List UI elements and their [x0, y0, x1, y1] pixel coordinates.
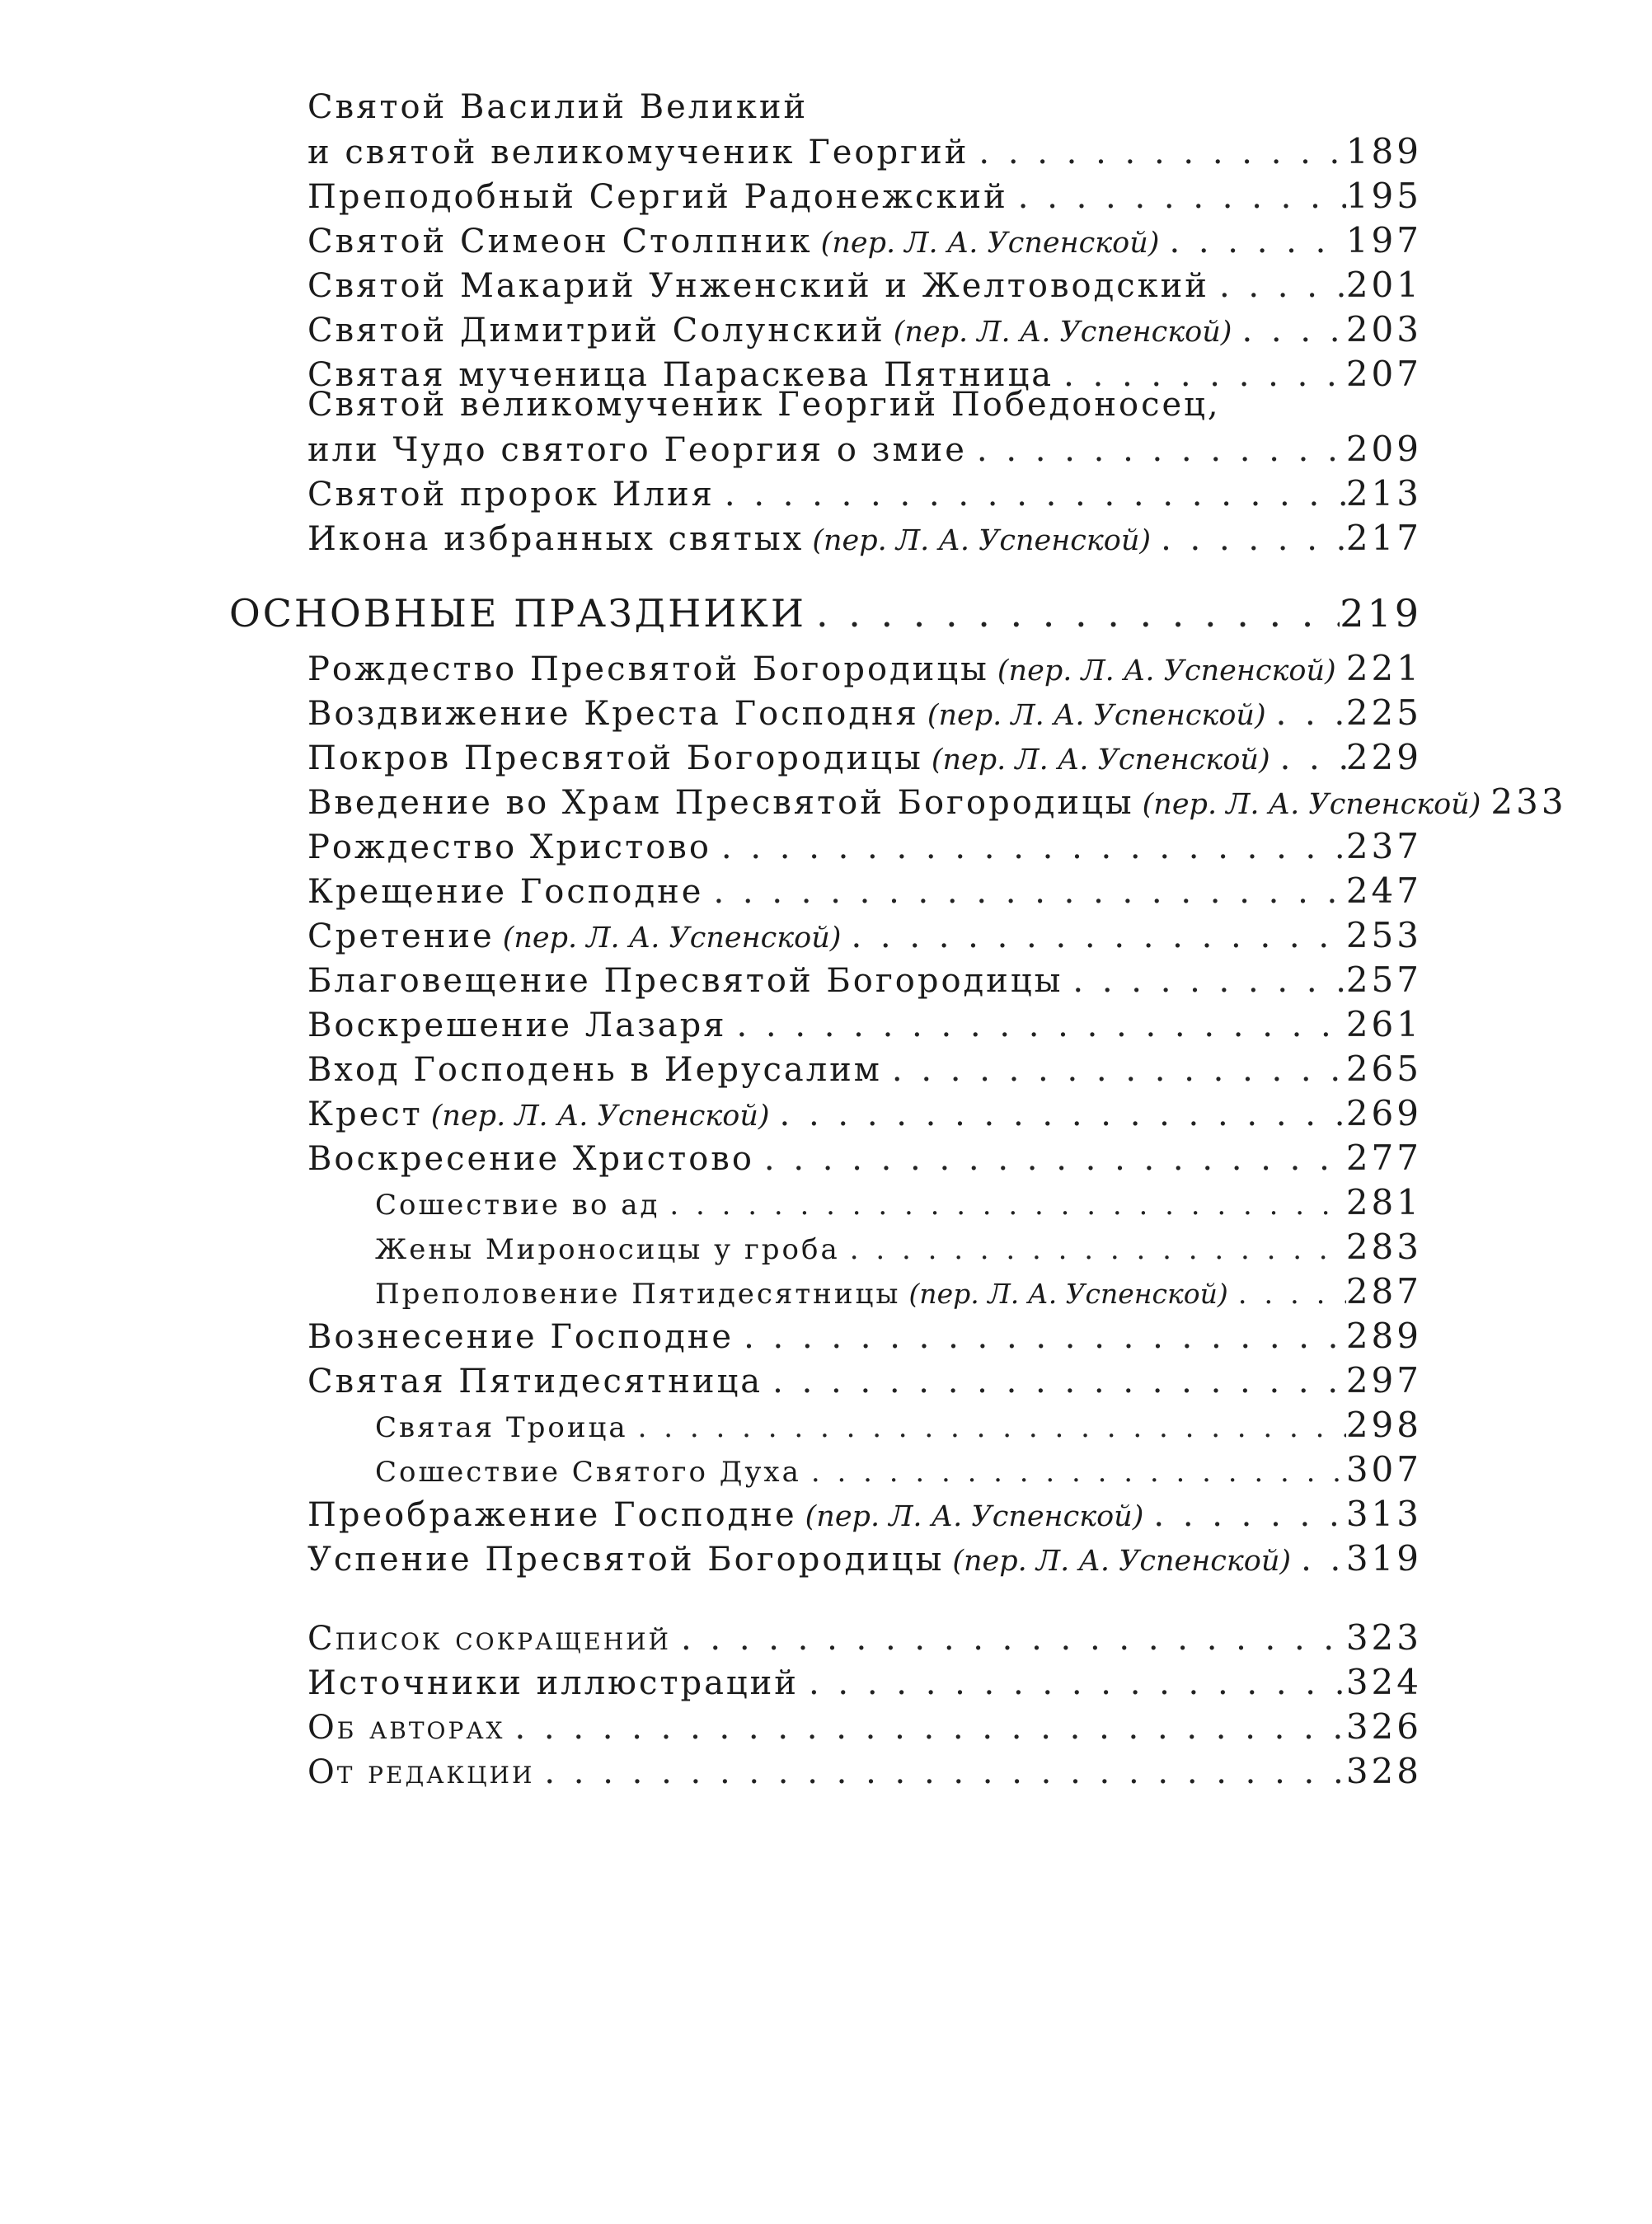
toc-entry: [307, 958, 1422, 1002]
toc-entry-title-text: и святой великомученик Георгий: [307, 134, 969, 171]
toc-entry-title: [307, 1493, 1143, 1539]
toc-entry: [307, 307, 1422, 352]
toc-entry: [375, 1269, 1422, 1314]
toc-entry: [307, 174, 1422, 218]
dot-leader: [1143, 1493, 1345, 1537]
toc-entry-title-text: ОСНОВНЫЕ ПРАЗДНИКИ: [229, 591, 807, 636]
page-number: 219: [1340, 591, 1422, 636]
toc-entry-title-text: Жены Мироносицы у гроба: [375, 1233, 840, 1266]
toc-entry-title: [229, 591, 806, 636]
toc-entry-title-text: Крест: [307, 1096, 423, 1133]
translator-note: (пер. Л. А. Успенской): [820, 227, 1160, 260]
dot-leader: [628, 1405, 1346, 1450]
toc-entry-title-text: Воскресение Христово: [307, 1140, 754, 1178]
dot-leader: [1336, 647, 1346, 692]
toc-entry-title-text: Воздвижение Креста Господня: [307, 695, 919, 733]
toc-entry-title: [307, 219, 1159, 265]
toc-entry-title: [307, 428, 967, 472]
dot-leader: [734, 1315, 1346, 1359]
toc-entry-title: [375, 1450, 801, 1494]
page-number: 217: [1345, 518, 1422, 558]
dot-leader: [1291, 1537, 1346, 1582]
page-number: 195: [1345, 176, 1422, 216]
toc-entry: [307, 913, 1422, 958]
translator-note: (пер. Л. А. Успенской): [812, 524, 1152, 557]
toc-entry-title-text: Воскрешение Лазаря: [307, 1006, 727, 1044]
toc-entry-title-text: Сретение: [307, 917, 495, 955]
dot-leader: [703, 870, 1345, 914]
dot-leader: [1232, 308, 1345, 353]
page-number: 237: [1345, 826, 1422, 866]
page-number: 247: [1345, 870, 1422, 911]
dot-leader: [882, 1048, 1346, 1092]
toc-entry-title-text: Святой пророк Илия: [307, 476, 715, 514]
dot-leader: [1266, 692, 1346, 736]
dot-leader: [1151, 517, 1346, 561]
toc-entry-title: [307, 959, 1063, 1003]
dot-leader: [1008, 175, 1346, 219]
toc-entry: [307, 1492, 1422, 1537]
toc-entry-title-text: Список сокращений: [307, 1620, 671, 1658]
dot-leader: [1228, 1272, 1346, 1316]
translator-note: (пер. Л. А. Успенской): [931, 744, 1270, 777]
dot-leader: [505, 1706, 1345, 1750]
toc-entry-title-text: Сошествие во ад: [375, 1189, 660, 1222]
dot-leader: [841, 914, 1345, 959]
toc-entry-title-text: Преподобный Сергий Радонежский: [307, 178, 1008, 216]
toc-entry: [307, 1749, 1422, 1794]
toc-entry: [307, 824, 1422, 869]
toc-entry-title: [307, 1092, 770, 1138]
dot-leader: [715, 472, 1346, 517]
toc-entry-title-text: Успение Пресвятой Богородицы: [307, 1541, 945, 1579]
toc-entry-title-text: Благовещение Пресвятой Богородицы: [307, 962, 1063, 1000]
dot-leader: [840, 1227, 1346, 1272]
dot-leader: [1063, 959, 1345, 1003]
toc-entry-title: [307, 1616, 671, 1661]
toc-entry-title-text: От редакции: [307, 1753, 535, 1791]
translator-note: (пер. Л. А. Успенской): [502, 922, 842, 955]
toc-entry-title: [307, 1137, 754, 1181]
toc-entry-title-line: Святой великомученик Георгий Победоносец,: [307, 386, 1221, 424]
toc-entry-title: [307, 736, 1270, 782]
page-number: 261: [1345, 1004, 1422, 1044]
translator-note: (пер. Л. А. Успенской): [1142, 788, 1481, 821]
dot-leader: [754, 1137, 1346, 1181]
page-number: 283: [1345, 1227, 1422, 1267]
page-number: 319: [1345, 1538, 1422, 1579]
toc-entry: [307, 1616, 1422, 1660]
toc-entry-title: [307, 472, 715, 517]
translator-note: (пер. Л. А. Успенской): [997, 655, 1336, 687]
toc-entry-title-text: Святой Димитрий Солунский: [307, 312, 885, 350]
toc-entry-title: [307, 870, 703, 914]
toc-entry: [307, 1660, 1422, 1705]
page-number: 269: [1345, 1093, 1422, 1133]
toc-entry-title-text: Крещение Господне: [307, 873, 704, 911]
toc-entry-title-text: Икона избранных святых: [307, 520, 805, 558]
page-number: 253: [1345, 915, 1422, 955]
toc-entry-title: [307, 914, 841, 960]
dot-leader: [726, 1003, 1345, 1048]
page-number: 233: [1490, 781, 1567, 822]
toc-entry-title-text: Святая мученица Параскева Пятница: [307, 356, 1054, 394]
dot-leader: [1159, 219, 1345, 264]
toc-entry-title: [307, 517, 1151, 563]
dot-leader: [1209, 264, 1346, 308]
page-number: 307: [1345, 1449, 1422, 1490]
dot-leader: [671, 1616, 1346, 1661]
toc-entry-title-text: Святая Троица: [375, 1411, 628, 1444]
toc-entry-title-text: Преполовение Пятидесятницы: [375, 1278, 901, 1311]
toc-entry-title: [307, 308, 1232, 354]
toc-entry-title: [307, 1661, 799, 1706]
toc-entry-title-text: Святой Макарий Унженский и Желтоводский: [307, 267, 1209, 305]
dot-leader: [763, 1359, 1346, 1404]
toc-entry-title: [375, 1183, 659, 1227]
page-number: 297: [1345, 1360, 1422, 1401]
toc-entry-title: [307, 647, 1336, 693]
page-number: 225: [1345, 692, 1422, 733]
dot-leader: [770, 1092, 1346, 1137]
dot-leader: [799, 1661, 1346, 1706]
toc-entry-title: [307, 1315, 734, 1359]
toc-entry-title: [307, 781, 1481, 827]
page-number: 323: [1345, 1617, 1422, 1658]
dot-leader: [711, 825, 1346, 870]
toc-section-heading: [229, 591, 1422, 636]
toc-entry-title-text: Вход Господень в Иерусалим: [307, 1051, 882, 1089]
page-number: 229: [1345, 737, 1422, 777]
page-number: 289: [1345, 1316, 1422, 1356]
toc-entry-title-text: Вознесение Господне: [307, 1318, 734, 1356]
toc-entry: [307, 516, 1422, 561]
toc-entry: [307, 691, 1422, 735]
dot-leader: [806, 591, 1340, 636]
toc-entry-title: [307, 1003, 726, 1048]
translator-note: (пер. Л. А. Успенской): [927, 699, 1266, 732]
page-number: 197: [1345, 220, 1422, 260]
page-number: 281: [1345, 1182, 1422, 1222]
toc-entry-title-line: Святой Василий Великий: [307, 88, 809, 126]
translator-note: (пер. Л. А. Успенской): [805, 1500, 1144, 1533]
toc-entry-title: [375, 1227, 840, 1272]
translator-note: (пер. Л. А. Успенской): [952, 1545, 1292, 1578]
toc-entry-title-text: Святой Симеон Столпник: [307, 223, 813, 260]
page-number: 213: [1345, 473, 1422, 514]
page-number: 201: [1345, 265, 1422, 305]
page-number: 328: [1345, 1751, 1422, 1791]
page-number: 203: [1345, 309, 1422, 350]
toc-entry: [307, 1002, 1422, 1047]
page-number: 277: [1345, 1138, 1422, 1178]
toc-entry-title-text: Об авторах: [307, 1709, 505, 1747]
toc-entry: [307, 1705, 1422, 1749]
page-number: 189: [1345, 131, 1422, 171]
toc-entry: [307, 1358, 1422, 1403]
toc-entry: [307, 218, 1422, 263]
toc-entry: [375, 1447, 1422, 1492]
dot-leader: [1270, 736, 1346, 781]
toc-entry-title-text: Источники иллюстраций: [307, 1664, 799, 1702]
dot-leader: [969, 130, 1345, 175]
toc-entry: [375, 1180, 1422, 1225]
dot-leader: [1481, 781, 1490, 825]
toc-entry: [375, 1403, 1422, 1447]
page-number: 324: [1345, 1662, 1422, 1702]
dot-leader: [967, 428, 1346, 472]
toc-entry: [307, 472, 1422, 516]
toc-entry-title-text: Покров Пресвятой Богородицы: [307, 739, 923, 777]
toc-entry-title: [375, 1272, 1228, 1316]
dot-leader: [659, 1183, 1345, 1227]
toc-entry-title: [307, 1359, 763, 1404]
toc-entry-title: [307, 1750, 534, 1795]
toc-entry-title-text: или Чудо святого Георгия о змие: [307, 431, 967, 469]
toc-entry-title: [307, 1537, 1291, 1584]
page-number: 287: [1345, 1271, 1422, 1311]
toc-entry: [307, 85, 1422, 174]
page-number: 257: [1345, 960, 1422, 1000]
toc-entry-title: [307, 1048, 882, 1092]
toc-entry-title: [375, 1405, 628, 1450]
toc-entry-title: [307, 264, 1209, 308]
page-number: 221: [1345, 648, 1422, 688]
toc-entry: [307, 1314, 1422, 1358]
toc-entry: [307, 646, 1422, 691]
toc-entry-title: [307, 175, 1008, 219]
translator-note: (пер. Л. А. Успенской): [908, 1278, 1228, 1310]
toc-entry: [375, 1225, 1422, 1269]
toc-entry: [307, 780, 1567, 824]
toc-entry-title-text: Рождество Пресвятой Богородицы: [307, 650, 989, 688]
toc-entry-title: [307, 1706, 505, 1750]
translator-note: (пер. Л. А. Успенской): [893, 316, 1232, 349]
toc-entry: [307, 382, 1422, 472]
toc-entry-title: [307, 130, 969, 175]
dot-leader: [534, 1750, 1345, 1795]
toc-entry-title-text: Рождество Христово: [307, 828, 711, 866]
toc-entry: [307, 1136, 1422, 1180]
toc-entry-title-text: Введение во Храм Пресвятой Богородицы: [307, 784, 1134, 822]
toc-entry-title-text: Преображение Господне: [307, 1496, 797, 1534]
dot-leader: [801, 1450, 1346, 1494]
toc-entry: [307, 1047, 1422, 1091]
page-number: 313: [1345, 1494, 1422, 1534]
toc-entry: [307, 735, 1422, 780]
page-number: 326: [1345, 1706, 1422, 1747]
toc-entry-title-text: Святая Пятидесятница: [307, 1363, 763, 1401]
toc-entry-title: [307, 825, 711, 870]
toc-entry: [307, 263, 1422, 307]
page-number: 298: [1345, 1405, 1422, 1445]
page-number: 209: [1345, 429, 1422, 469]
toc-entry: [307, 1537, 1422, 1581]
page-number: 207: [1345, 354, 1422, 394]
toc-entry: [307, 1091, 1422, 1136]
page-number: 265: [1345, 1049, 1422, 1089]
toc-entry: [307, 869, 1422, 913]
translator-note: (пер. Л. А. Успенской): [430, 1100, 770, 1133]
toc-entry-title-text: Сошествие Святого Духа: [375, 1456, 801, 1489]
toc-entry-title: [307, 692, 1266, 738]
